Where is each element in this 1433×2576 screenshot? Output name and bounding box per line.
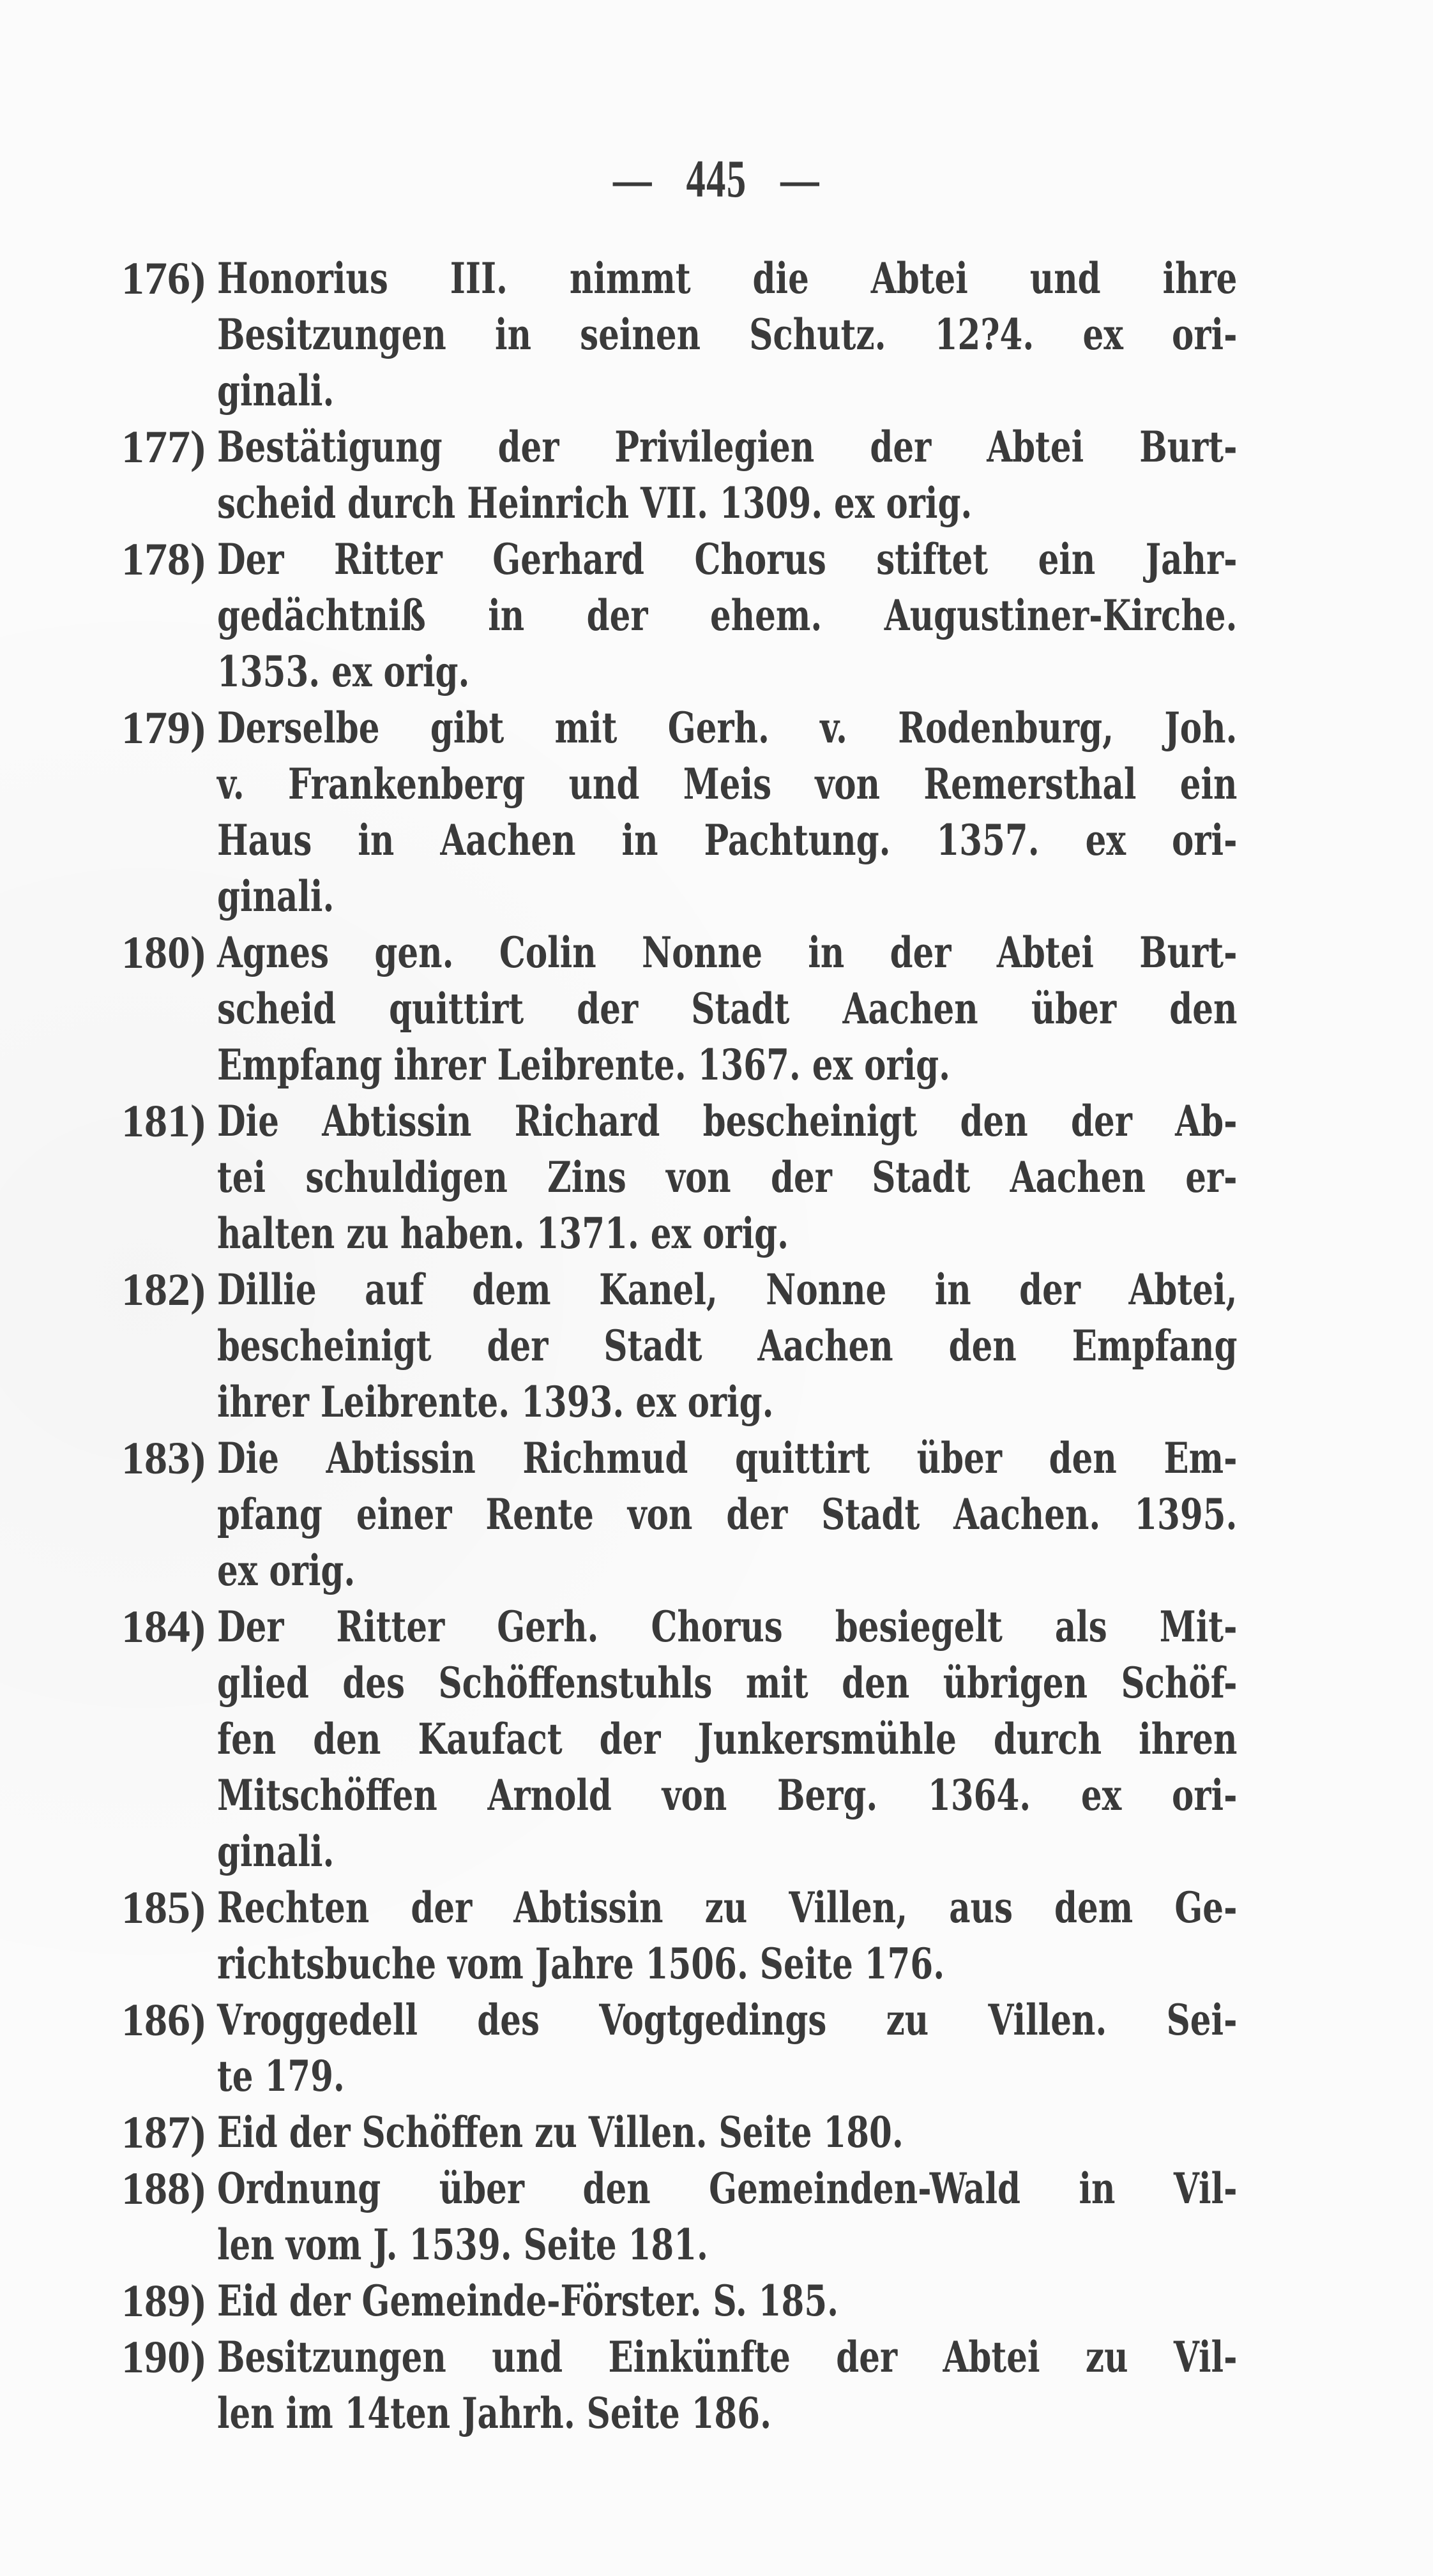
list-item	[121, 2104, 1239, 2160]
entry-text-line: Der Ritter Gerh. Chorus besiegelt als Mit-	[217, 1602, 1238, 1652]
entry-text-line: te 179.	[217, 2051, 345, 2101]
entry-text-line: v. Frankenberg und Meis von Remersthal ein	[217, 759, 1238, 809]
dash-right: —	[780, 149, 820, 209]
list-item	[121, 2160, 1239, 2273]
entry-number: 186)	[121, 1994, 206, 2045]
page-number: 445	[686, 149, 747, 209]
entry-number: 190)	[121, 2331, 206, 2383]
entry-text-line: 1353. ex orig.	[217, 647, 470, 697]
entry-number: 180)	[121, 927, 206, 978]
list-item	[121, 1992, 1239, 2104]
entry-number: 184)	[121, 1601, 206, 1652]
entry-list	[121, 250, 1239, 2441]
entry-text-line: glied des Schöffenstuhls mit den übrigen Schöf-	[217, 1658, 1238, 1708]
entry-text-line: ihrer Leibrente. 1393. ex orig.	[217, 1377, 774, 1427]
list-item	[121, 1430, 1239, 1599]
entry-number: 187)	[121, 2107, 206, 2158]
list-item	[121, 924, 1239, 1093]
entry-text-line: len im 14ten Jahrh. Seite 186.	[217, 2388, 772, 2438]
entry-number: 185)	[121, 1882, 206, 1933]
entry-text-line: Eid der Schöffen zu Villen. Seite 180.	[217, 2107, 904, 2157]
entry-text-line: Rechten der Abtissin zu Villen, aus dem Ge-	[217, 1883, 1238, 1932]
entry-text-line: bescheinigt der Stadt Aachen den Empfang	[217, 1321, 1238, 1371]
entry-text-line: tei schuldigen Zins von der Stadt Aachen er-	[217, 1152, 1238, 1202]
entry-number: 179)	[121, 702, 206, 753]
entry-text-line: Dillie auf dem Kanel, Nonne in der Abtei,	[217, 1265, 1238, 1314]
list-item	[121, 531, 1239, 700]
entry-text-line: richtsbuche vom Jahre 1506. Seite 176.	[217, 1939, 945, 1989]
entry-text-line: Haus in Aachen in Pachtung. 1357. ex ori-	[217, 815, 1238, 865]
list-item	[121, 1879, 1239, 1992]
entry-number: 176)	[121, 253, 206, 304]
entry-text-line: len vom J. 1539. Seite 181.	[217, 2220, 708, 2270]
entry-text-line: gedächtniß in der ehem. Augustiner-Kirche.	[217, 591, 1238, 640]
list-item	[121, 250, 1239, 419]
entry-text-line: Besitzungen in seinen Schutz. 12?4. ex ori-	[217, 310, 1238, 359]
entry-text-line: fen den Kaufact der Junkersmühle durch ihren	[217, 1714, 1238, 1764]
entry-number: 188)	[121, 2163, 206, 2214]
dash-left: —	[613, 149, 653, 209]
entry-number: 182)	[121, 1264, 206, 1315]
list-item	[121, 1262, 1239, 1430]
entry-text-line: scheid quittirt der Stadt Aachen über den	[217, 984, 1238, 1034]
entry-text-line: Agnes gen. Colin Nonne in der Abtei Burt-	[217, 928, 1238, 977]
entry-number: 183)	[121, 1433, 206, 1484]
entry-text-line: halten zu haben. 1371. ex orig.	[217, 1209, 789, 1258]
entry-text-line: scheid durch Heinrich VII. 1309. ex orig.	[217, 478, 973, 528]
entry-text-line: ginali.	[217, 871, 335, 921]
entry-number: 177)	[121, 421, 206, 472]
list-item	[121, 1599, 1239, 1879]
entry-text-line: Mitschöffen Arnold von Berg. 1364. ex ori-	[217, 1770, 1238, 1820]
page-number-header	[201, 148, 1232, 210]
entry-text-line: Honorius III. nimmt die Abtei und ihre	[217, 253, 1238, 303]
list-item	[121, 2329, 1239, 2441]
list-item	[121, 419, 1239, 531]
entry-text-line: Empfang ihrer Leibrente. 1367. ex orig.	[217, 1040, 951, 1090]
entry-text-line: Eid der Gemeinde-Förster. S. 185.	[217, 2276, 839, 2326]
entry-text-line: Besitzungen und Einkünfte der Abtei zu Vil-	[217, 2332, 1238, 2382]
entry-text-line: Ordnung über den Gemeinden-Wald in Vil-	[217, 2164, 1238, 2213]
entry-text-line: ex orig.	[217, 1546, 356, 1595]
entry-text-line: pfang einer Rente von der Stadt Aachen. 1395.	[217, 1489, 1238, 1539]
list-item	[121, 1093, 1239, 1262]
list-item	[121, 700, 1239, 924]
entry-text-line: Die Abtissin Richmud quittirt über den Em-	[217, 1433, 1238, 1483]
entry-text-line: ginali.	[217, 366, 335, 416]
entry-text-line: Derselbe gibt mit Gerh. v. Rodenburg, Joh.	[217, 703, 1238, 753]
entry-number: 181)	[121, 1096, 206, 1147]
entry-text-line: Bestätigung der Privilegien der Abtei Burt-	[217, 422, 1238, 472]
list-item	[121, 2273, 1239, 2329]
entry-number: 178)	[121, 534, 206, 585]
entry-number: 189)	[121, 2275, 206, 2326]
entry-text-line: Die Abtissin Richard bescheinigt den der Ab-	[217, 1096, 1238, 1146]
entry-text-line: Vroggedell des Vogtgedings zu Villen. Sei-	[217, 1995, 1238, 2045]
entry-text-line: Der Ritter Gerhard Chorus stiftet ein Jahr-	[217, 534, 1238, 584]
entry-text-line: ginali.	[217, 1827, 335, 1876]
